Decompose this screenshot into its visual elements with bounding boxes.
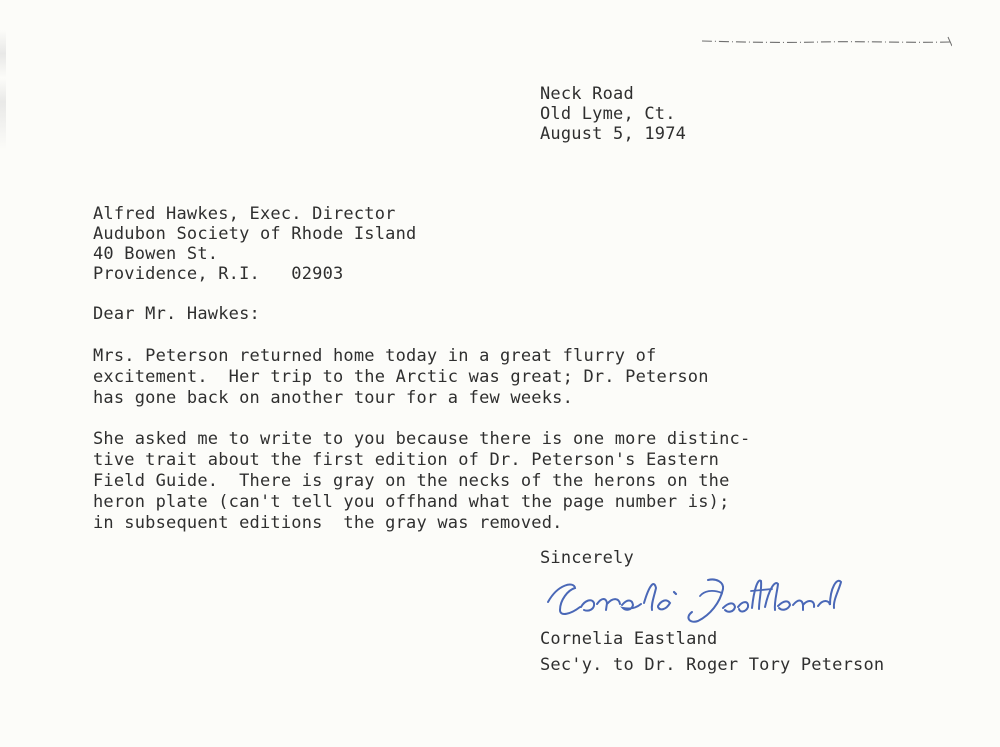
left-margin-mark (0, 30, 6, 150)
salutation: Dear Mr. Hawkes: (93, 304, 260, 324)
recipient-city-state-zip: Providence, R.I. 02903 (93, 264, 344, 284)
closing: Sincerely (540, 548, 634, 568)
recipient-organization: Audubon Society of Rhode Island (93, 224, 417, 244)
paragraph2-line: tive trait about the first edition of Dr. Peterson's Eastern (93, 450, 720, 470)
return-city: Old Lyme, Ct. (540, 104, 676, 124)
paragraph2-line: Field Guide. There is gray on the necks of the herons on the (93, 471, 730, 491)
handwritten-signature (540, 560, 860, 630)
signer-title: Sec'y. to Dr. Roger Tory Peterson (540, 655, 885, 675)
paragraph2-line: heron plate (can't tell you offhand what the page number is); (93, 492, 730, 512)
paragraph2-line: She asked me to write to you because there is one more distinc- (93, 429, 751, 449)
recipient-name-title: Alfred Hawkes, Exec. Director (93, 204, 396, 224)
return-street: Neck Road (540, 84, 634, 104)
paragraph1-line: has gone back on another tour for a few weeks. (93, 388, 574, 408)
signer-name: Cornelia Eastland (540, 629, 718, 649)
paragraph2-line: in subsequent editions the gray was removed. (93, 513, 563, 533)
paragraph1-line: excitement. Her trip to the Arctic was great; Dr. Peterson (93, 367, 709, 387)
top-edge-mark (700, 36, 952, 48)
paragraph1-line: Mrs. Peterson returned home today in a great flurry of (93, 346, 657, 366)
letter-date: August 5, 1974 (540, 124, 687, 144)
recipient-street: 40 Bowen St. (93, 244, 219, 264)
